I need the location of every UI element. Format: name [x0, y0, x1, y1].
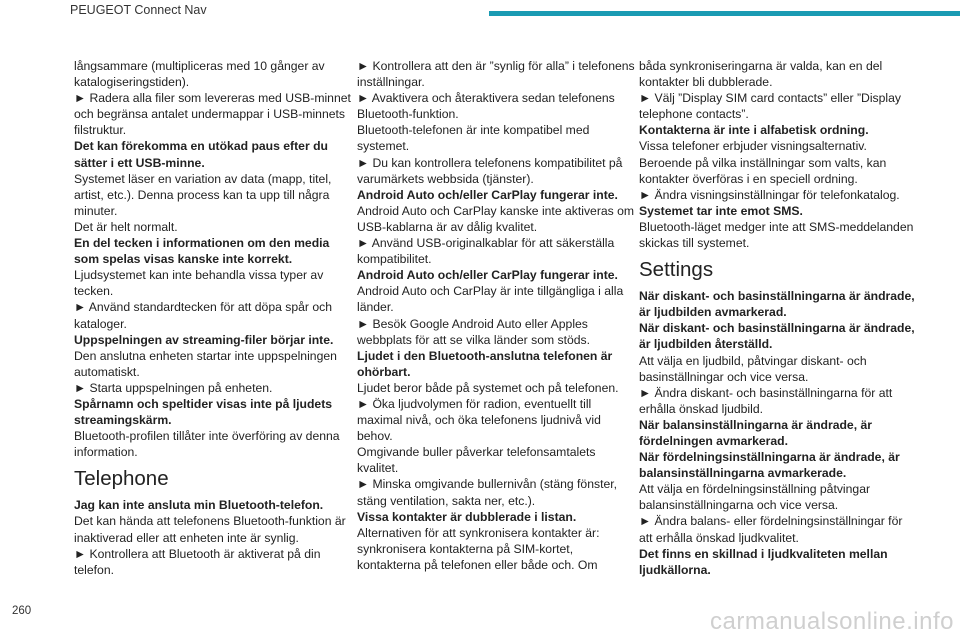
problem-heading: Vissa kontakter är dubblerade i listan. — [357, 509, 577, 524]
body-paragraph: Det kan hända att telefonens Bluetooth-funktion är inaktiverad eller att enheten inte är synlig. — [74, 514, 346, 545]
header-title: PEUGEOT Connect Nav — [70, 3, 207, 17]
problem-heading: Kontakterna är inte i alfabetisk ordning. — [639, 123, 869, 138]
body-paragraph: ► Ändra visningsinställningar för telefonkatalog. — [639, 187, 900, 202]
problem-heading: Jag kan inte ansluta min Bluetooth-telefon. — [74, 498, 324, 513]
body-paragraph: Android Auto och CarPlay är inte tillgängliga i alla länder. — [357, 284, 624, 315]
section-heading: Telephone — [74, 467, 169, 491]
body-paragraph: Bluetooth-telefonen är inte kompatibel med systemet. — [357, 123, 590, 154]
body-paragraph: Det är helt normalt. — [74, 219, 178, 234]
text-column-3 — [639, 58, 917, 578]
body-paragraph: Bluetooth-profilen tillåter inte överföring av denna information. — [74, 429, 340, 460]
body-paragraph: Ljudsystemet kan inte behandla vissa typer av tecken. — [74, 268, 324, 299]
body-paragraph: båda synkroniseringarna är valda, kan en del kontakter bli dubblerade. — [639, 59, 883, 90]
body-paragraph: ► Kontrollera att den är ”synlig för alla” i telefonens inställningar. — [357, 59, 635, 90]
body-paragraph: ► Radera alla filer som levereras med USB-minnet och begränsa antalet undermappar i USB-minnets filstruktur. — [74, 91, 351, 138]
problem-heading: När diskant- och basinställningarna är ändrade, är ljudbilden återställd. — [639, 321, 915, 352]
section-heading: Settings — [639, 258, 714, 282]
body-paragraph: Vissa telefoner erbjuder visningsalternativ. Beroende på vilka inställningar som valts, kan kontakter överföras i en speciell ordning. — [639, 139, 887, 186]
problem-heading: När diskant- och basinställningarna är ändrade, är ljudbilden avmarkerad. — [639, 289, 915, 320]
problem-heading: Systemet tar inte emot SMS. — [639, 203, 803, 218]
body-paragraph: Bluetooth-läget medger inte att SMS-meddelanden skickas till systemet. — [639, 219, 914, 251]
body-paragraph: ► Kontrollera att Bluetooth är aktiverat på din telefon. — [74, 546, 321, 577]
body-paragraph: Att välja en ljudbild, påtvingar diskant- och basinställningar och vice versa. — [639, 353, 867, 384]
watermark: carmanualsonline.info — [710, 608, 954, 635]
body-paragraph: ► Avaktivera och återaktivera sedan telefonens Bluetooth-funktion. — [357, 91, 615, 122]
problem-heading: Det finns en skillnad i ljudkvaliteten mellan ljudkällorna. — [639, 546, 888, 577]
body-paragraph: Att välja en fördelningsinställning påtvingar balansinställningarna och vice versa. — [639, 482, 871, 513]
body-paragraph: ► Öka ljudvolymen för radion, eventuellt till maximal nivå, och öka telefonens ljudnivå vid behov. — [357, 396, 601, 444]
body-paragraph: Systemet läser en variation av data (mapp, titel, artist, etc.). Denna process kan ta upp till några minuter. — [74, 171, 332, 218]
body-paragraph: långsammare (multipliceras med 10 gånger av katalogiseringstiden). — [74, 59, 325, 90]
body-paragraph: ► Minska omgivande bullernivån (stäng fönster, stäng ventilation, sakta ner, etc.). — [357, 477, 618, 508]
body-paragraph: Den anslutna enheten startar inte uppspelningen automatiskt. — [74, 348, 337, 379]
body-paragraph: ► Använd standardtecken för att döpa spår och kataloger. — [74, 300, 333, 331]
body-paragraph: ► Du kan kontrollera telefonens kompatibilitet på varumärkets webbsida (tjänster). — [357, 155, 623, 186]
problem-heading: Ljudet i den Bluetooth-anslutna telefonen är ohörbart. — [357, 348, 613, 379]
problem-heading: När fördelningsinställningarna är ändrade, är balansinställningarna avmarkerade. — [639, 450, 900, 481]
problem-heading: Android Auto och/eller CarPlay fungerar inte. — [357, 187, 618, 202]
body-paragraph: ► Starta uppspelningen på enheten. — [74, 380, 273, 395]
problem-heading: Spårnamn och speltider visas inte på ljudets streamingskärm. — [74, 396, 333, 428]
problem-heading: Uppspelningen av streaming-filer börjar inte. — [74, 332, 334, 347]
body-paragraph: Omgivande buller påverkar telefonsamtalets kvalitet. — [357, 445, 596, 476]
body-paragraph: ► Besök Google Android Auto eller Apples webbplats för att se vilka länder som stöds. — [357, 316, 591, 347]
body-paragraph: ► Välj ”Display SIM card contacts” eller ”Display telephone contacts”. — [639, 91, 901, 122]
body-paragraph: Android Auto och CarPlay kanske inte aktiveras om USB-kablarna är av dålig kvalitet. — [357, 203, 635, 234]
body-paragraph: Ljudet beror både på systemet och på telefonen. — [357, 380, 619, 395]
problem-heading: När balansinställningarna är ändrade, är fördelningen avmarkerad. — [639, 417, 872, 448]
page-number: 260 — [12, 605, 32, 617]
text-column-2 — [357, 58, 635, 573]
body-paragraph: ► Ändra balans- eller fördelningsinställningar för att erhålla önskad ljudkvalitet. — [639, 514, 903, 545]
header-accent-bar — [489, 11, 960, 16]
problem-heading: En del tecken i informationen om den media som spelas visas kanske inte korrekt. — [74, 236, 330, 267]
text-column-1 — [74, 58, 352, 578]
problem-heading: Det kan förekomma en utökad paus efter du sätter i ett USB-minne. — [74, 139, 328, 170]
problem-heading: Android Auto och/eller CarPlay fungerar inte. — [357, 268, 618, 283]
body-paragraph: ► Ändra diskant- och basinställningarna för att erhålla önskad ljudbild. — [639, 385, 893, 416]
body-paragraph: ► Använd USB-originalkablar för att säkerställa kompatibilitet. — [357, 236, 615, 267]
body-paragraph: Alternativen för att synkronisera kontakter är: synkronisera kontakterna på SIM-kortet, kontakterna på telefonen eller både och. Om — [357, 525, 600, 572]
